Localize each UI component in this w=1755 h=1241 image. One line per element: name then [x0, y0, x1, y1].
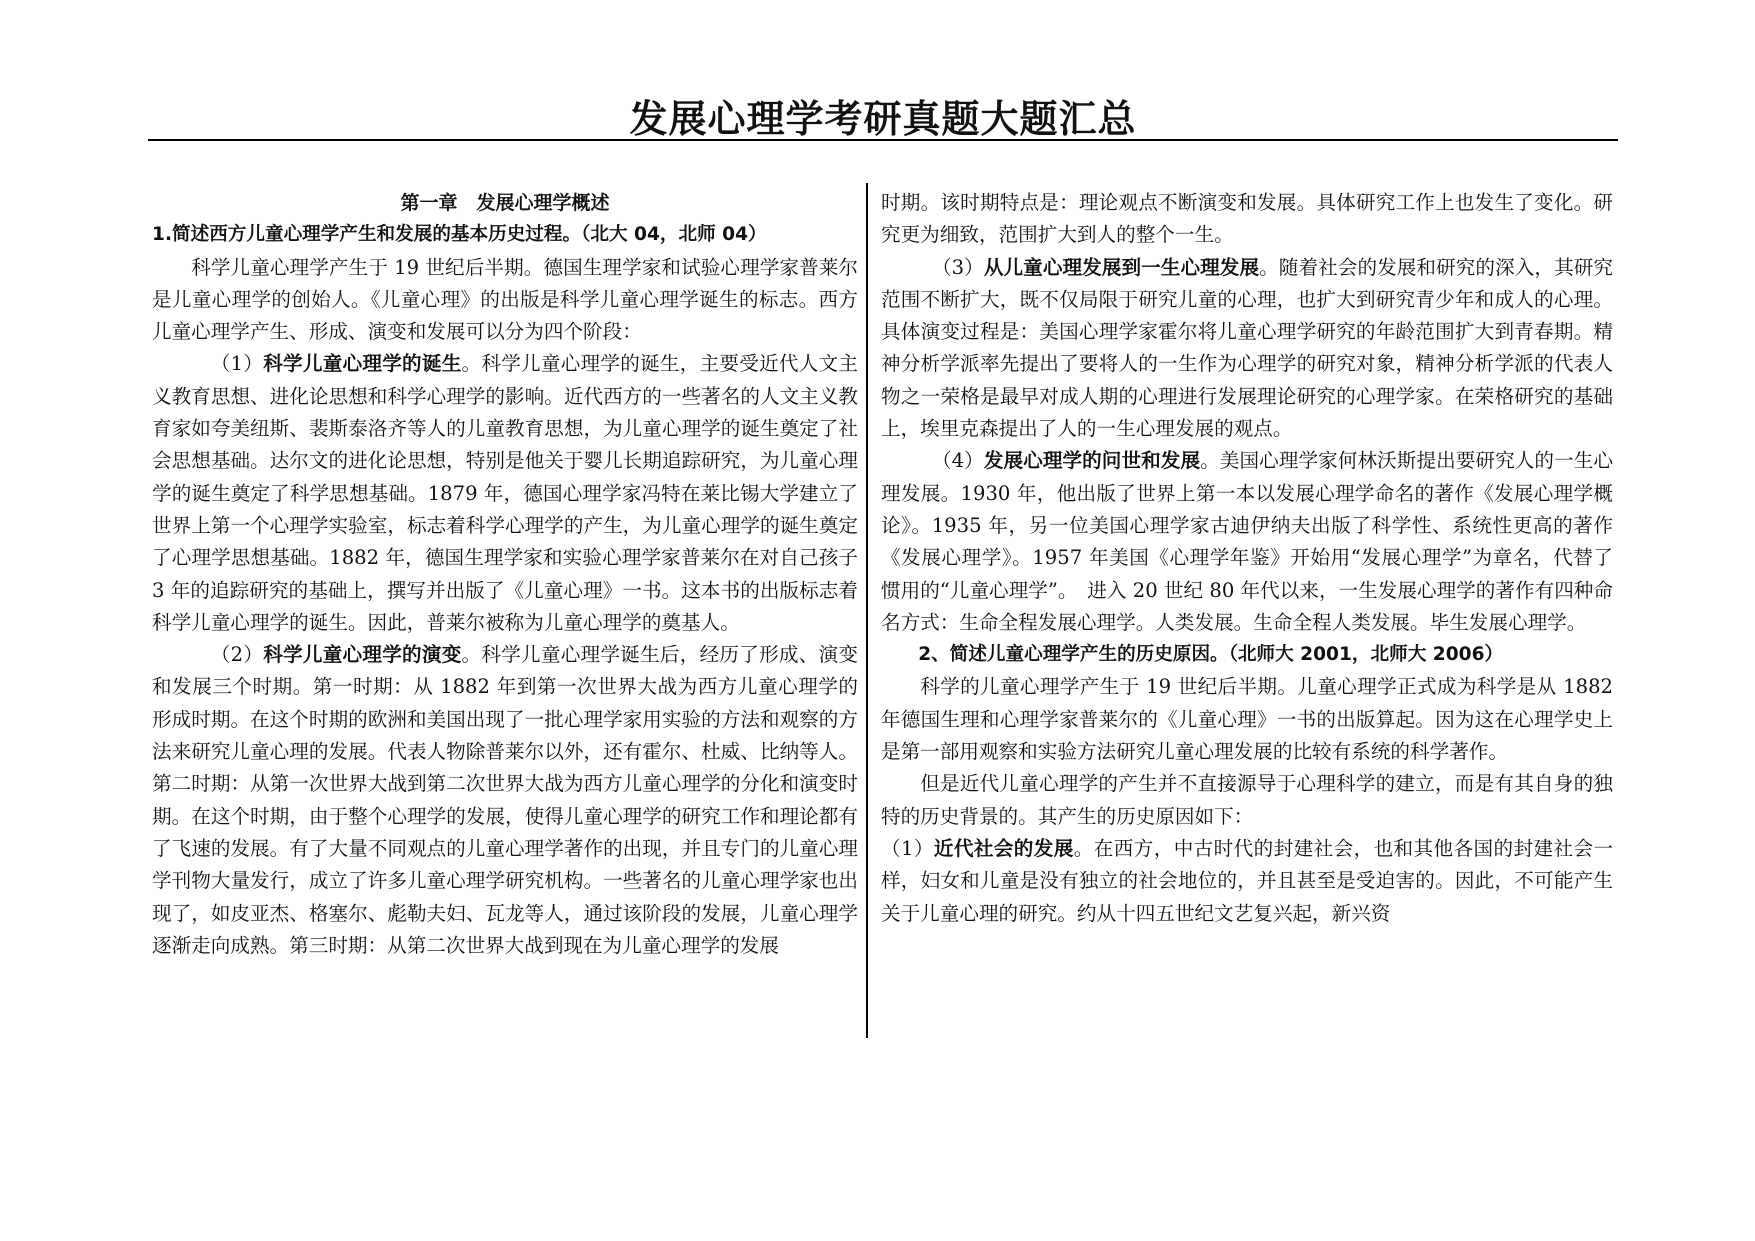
stage-3-paragraph: [881, 252, 1613, 446]
page-title: 发展心理学考研真题大题汇总: [629, 97, 1137, 141]
stage-4-text: 。美国心理学家何林沃斯提出要研究人的一生心理发展。1930 年，他出版了世界上第一本以发展心理学命名的著作《发展心理学概论》。1935 年，另一位美国心理学家古迪伊纳夫出版了科学性、系统性更高的著作《发展心理学》。1957 年美国《心理学年鉴》开始用“发展心理学”为章名，代替了惯用的“儿童心理学”。 进入 20 世纪 80 年代以来，一生发展心理学的著作有四种命名方式：生命全程发展心理学。人类发展。生命全程人类发展。毕生发展心理学。: [881, 449, 1614, 634]
stage-3-heading: 从儿童心理发展到一生心理发展: [983, 255, 1260, 279]
stage-4-prefix: （4）: [931, 449, 984, 473]
stage-4-paragraph: [881, 445, 1613, 639]
question-2-heading: 2、简述儿童心理学产生的历史原因。（北师大 2001，北师大 2006）: [918, 644, 1504, 666]
question-2-answer-p1: 科学的儿童心理学产生于 19 世纪后半期。儿童心理学正式成为科学是从 1882 年德国生理和心理学家普莱尔的《儿童心理》一书的出版算起。因为这在心理学史上是第一部用观察和实验方法研究儿童心理发展的比较有系统的科学著作。: [881, 675, 1613, 764]
chapter-heading: 第一章 发展心理学概述: [400, 192, 610, 214]
question-2-answer-p2: 但是近代儿童心理学的产生并不直接源导于心理科学的建立，而是有其自身的独特的历史背景的。其产生的历史原因如下：: [881, 772, 1613, 828]
stage-2-heading: 科学儿童心理学的演变: [263, 643, 462, 667]
stage-1-text: 。科学儿童心理学的诞生，主要受近代人文主义教育思想、进化论思想和科学心理学的影响。近代西方的一些著名的人文主义教育家如夸美纽斯、裴斯泰洛齐等人的儿童教育思想，为儿童心理学的诞生奠定了社会思想基础。达尔文的进化论思想，特别是他关于婴儿长期追踪研究，为儿童心理学的诞生奠定了科学思想基础。1879 年，德国心理学家冯特在莱比锡大学建立了世界上第一个心理学实验室，标志着科学心理学的产生，为儿童心理学的诞生奠定了心理学思想基础。1882 年，德国生理学家和实验心理学家普莱尔在对自己孩子 3 年的追踪研究的基础上，撰写并出版了《儿童心理》一书。这本书的出版标志着科学儿童心理学的诞生。因此，普莱尔被称为儿童心理学的奠基人。: [152, 352, 859, 634]
stage-2-text: 。科学儿童心理学诞生后，经历了形成、演变和发展三个时期。第一时期：从 1882 年到第一次世界大战为西方儿童心理学的形成时期。在这个时期的欧洲和美国出现了一批心理学家用实验的方法和观察的方法来研究儿童心理的发展。代表人物除普莱尔以外，还有霍尔、杜威、比纳等人。第二时期：从第一次世界大战到第二次世界大战为西方儿童心理学的分化和演变时期。在这个时期，由于整个心理学的发展，使得儿童心理学的研究工作和理论都有了飞速的发展。有了大量不同观点的儿童心理学著作的出现，并且专门的儿童心理学刊物大量发行，成立了许多儿童心理学研究机构。一些著名的儿童心理学家也出现了，如皮亚杰、格塞尔、彪勒夫妇、瓦龙等人，通过该阶段的发展，儿童心理学逐渐走向成熟。第三时期：从第二次世界大战到现在为儿童心理学的发展: [152, 643, 859, 957]
question-1-heading: 1.简述西方儿童心理学产生和发展的基本历史过程。（北大 04，北师 04）: [152, 224, 767, 246]
stage-3-text: 。随着社会的发展和研究的深入，其研究范围不断扩大，既不仅局限于研究儿童的心理，也扩大到研究青少年和成人的心理。具体演变过程是：美国心理学家霍尔将儿童心理学研究的年龄范围扩大到青春期。精神分析学派率先提出了要将人的一生作为心理学的研究对象，精神分析学派的代表人物之一荣格是最早对成人期的心理进行发展理论研究的心理学家。在荣格研究的基础上，埃里克森提出了人的一生心理发展的观点。: [881, 255, 1614, 441]
stage-4-heading: 发展心理学的问世和发展: [983, 449, 1201, 473]
title-underline: [148, 139, 1618, 141]
right-column: [881, 187, 1613, 930]
stage-2-continuation: 时期。该时期特点是：理论观点不断演变和发展。具体研究工作上也发生了变化。研究更为细致，范围扩大到人的整个一生。: [881, 191, 1613, 247]
left-column: [152, 187, 858, 962]
stage-1-heading: 科学儿童心理学的诞生: [263, 352, 462, 376]
stage-2-paragraph: [152, 639, 858, 962]
reason-1-text: 。在西方，中古时代的封建社会，也和其他各国的封建社会一样，妇女和儿童是没有独立的社会地位的，并且甚至是受迫害的。因此，不可能产生关于儿童心理的研究。约从十四五世纪文艺复兴起，新兴资: [881, 836, 1614, 925]
reason-1-prefix: （1）: [881, 836, 934, 860]
stage-1-prefix: （1）: [210, 352, 264, 376]
stage-3-prefix: （3）: [931, 255, 984, 279]
stage-2-prefix: （2）: [210, 643, 264, 667]
stage-1-paragraph: [152, 348, 858, 639]
reason-1-heading: 近代社会的发展: [933, 836, 1074, 860]
reason-1-paragraph: [881, 833, 1613, 930]
question-1-intro: 科学儿童心理学产生于 19 世纪后半期。德国生理学家和试验心理学家普莱尔是儿童心理学的创始人。《儿童心理》的出版是科学儿童心理学诞生的标志。西方儿童心理学产生、形成、演变和发展可以分为四个阶段：: [152, 255, 858, 344]
column-divider: [866, 183, 868, 1038]
